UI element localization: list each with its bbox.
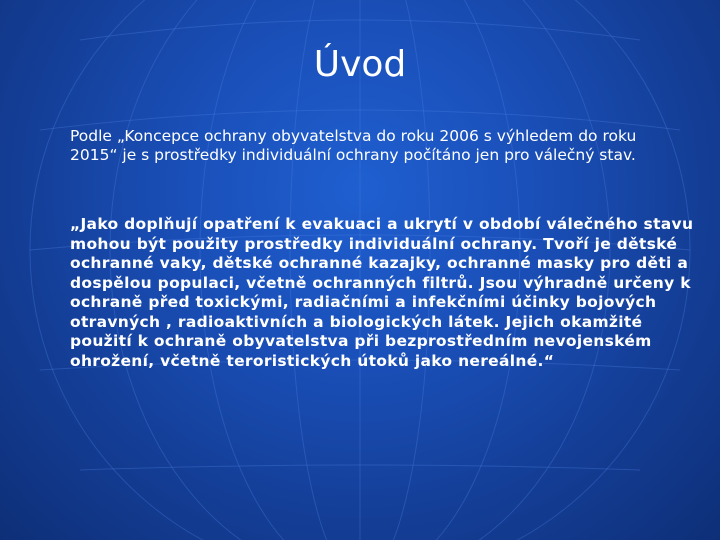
slide-title: Úvod bbox=[313, 44, 407, 85]
quote-paragraph: „Jako doplňují opatření k evakuaci a ukrytí v období válečného stavu mohou být použity prostředky individuální ochrany. Tvoří je dětské ochranné vaky, dětské ochranné kazajky, ochranné masky pro děti a dospělou populaci, včetně ochranných filtrů. Jsou výhradně určeny k ochraně před toxickými, radiačními a infekčními účinky bojových otravných , radioaktivních a biologických látek. Jejich okamžité použití k ochraně obyvatelstva při bezprostředním nevojenském ohrožení, včetně teroristických útoků jako nereálné.“ bbox=[70, 215, 694, 370]
intro-paragraph: Podle „Koncepce ochrany obyvatelstva do roku 2006 s výhledem do roku 2015“ je s prostředky individuální ochrany počítáno jen pro válečný stav. bbox=[70, 127, 637, 164]
